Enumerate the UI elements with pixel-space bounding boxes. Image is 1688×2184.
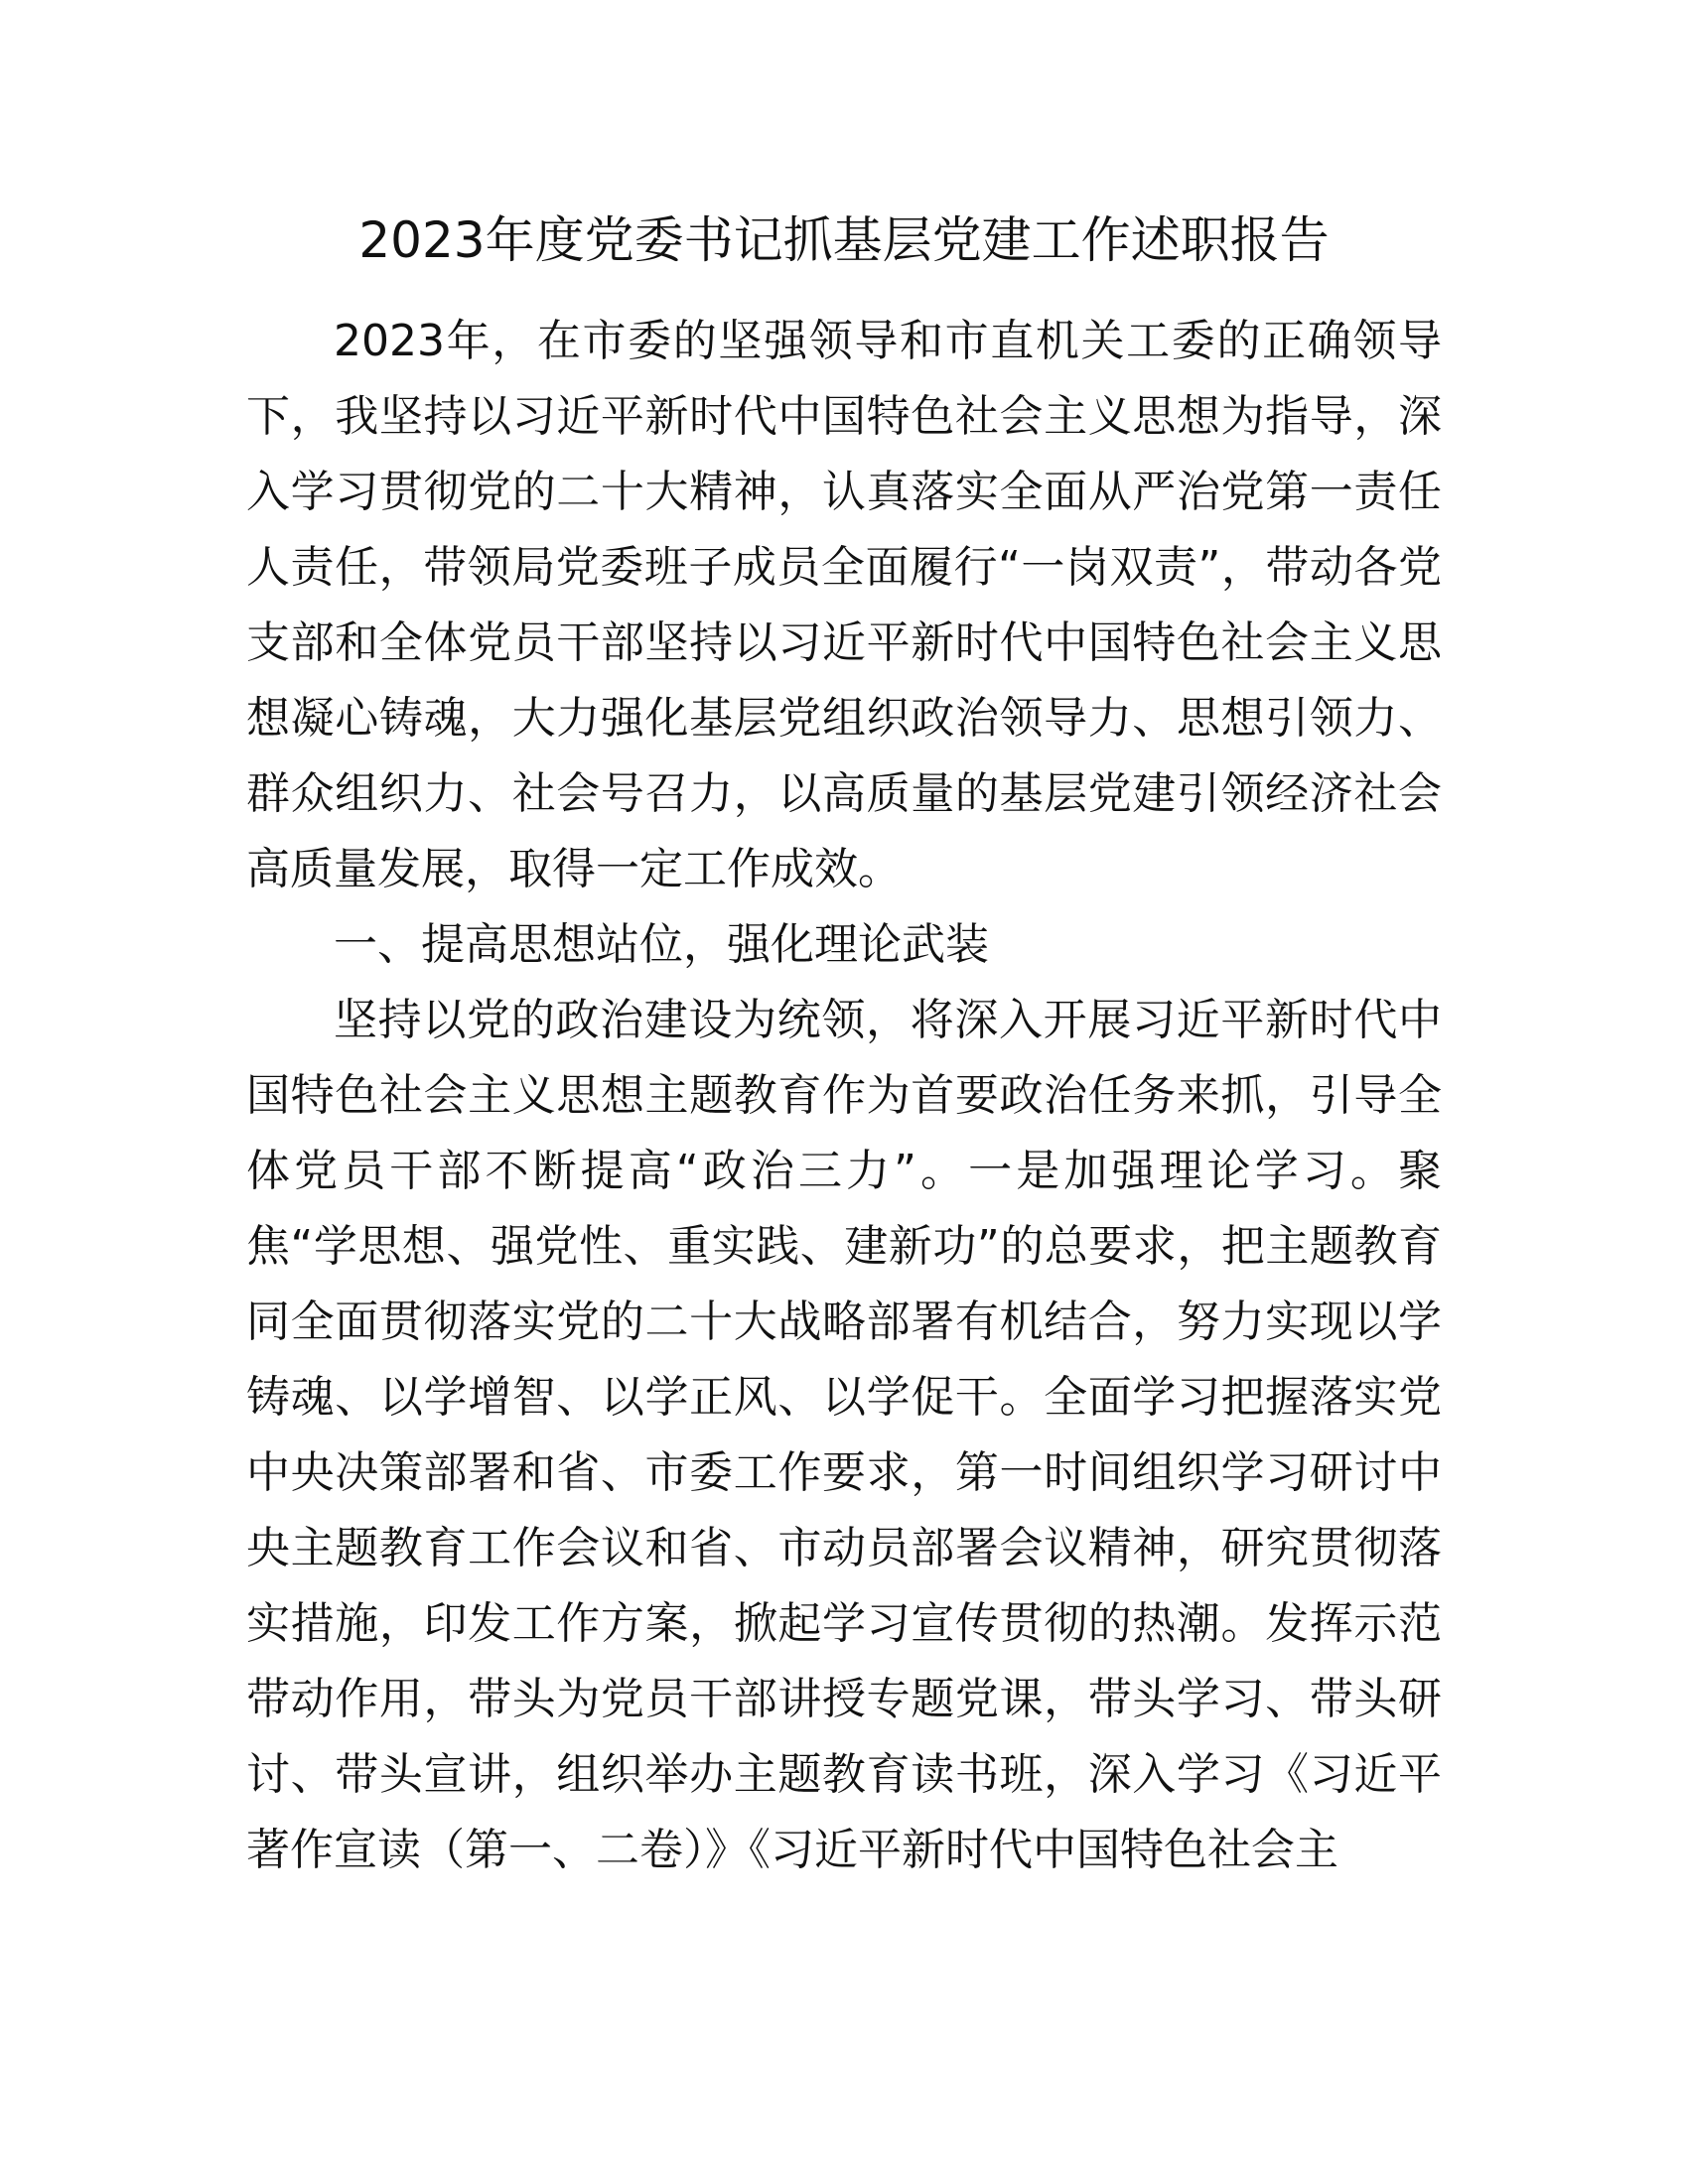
section-1-paragraph: 坚持以党的政治建设为统领，将深入开展习近平新时代中国特色社会主义思想主题教育作为首要政治任务来抓，引导全体党员干部不断提高“政治三力”。一是加强理论学习。聚焦“学思想、强党性、重实践、建新功”的总要求，把主题教育同全面贯彻落实党的二十大战略部署有机结合，努力实现以学铸魂、以学增智、以学正风、以学促干。全面学习把握落实党中央决策部署和省、市委工作要求，第一时间组织学习研讨中央主题教育工作会议和省、市动员部署会议精神，研究贯彻落实措施，印发工作方案，掀起学习宣传贯彻的热潮。发挥示范带动作用，带头为党员干部讲授专题党课，带头学习、带头研讨、带头宣讲，组织举办主题教育读书班，深入学习《习近平著作宣读（第一、二卷）》《习近平新时代中国特色社会主 (246, 995, 1442, 1875)
section-heading-1: 一、提高思想站位，强化理论武装 (334, 919, 989, 970)
intro-paragraph: 2023年，在市委的坚强领导和市直机关工委的正确领导下，我坚持以习近平新时代中国特色社会主义思想为指导，深入学习贯彻党的二十大精神，认真落实全面从严治党第一责任人责任，带领局党委班子成员全面履行“一岗双责”，带动各党支部和全体党员干部坚持以习近平新时代中国特色社会主义思想凝心铸魂，大力强化基层党组织政治领导力、思想引领力、群众组织力、社会号召力，以高质量的基层党建引领经济社会高质量发展，取得一定工作成效。 (246, 316, 1442, 894)
document-title: 2023年度党委书记抓基层党建工作述职报告 (358, 211, 1330, 269)
document-body (246, 195, 1442, 1888)
